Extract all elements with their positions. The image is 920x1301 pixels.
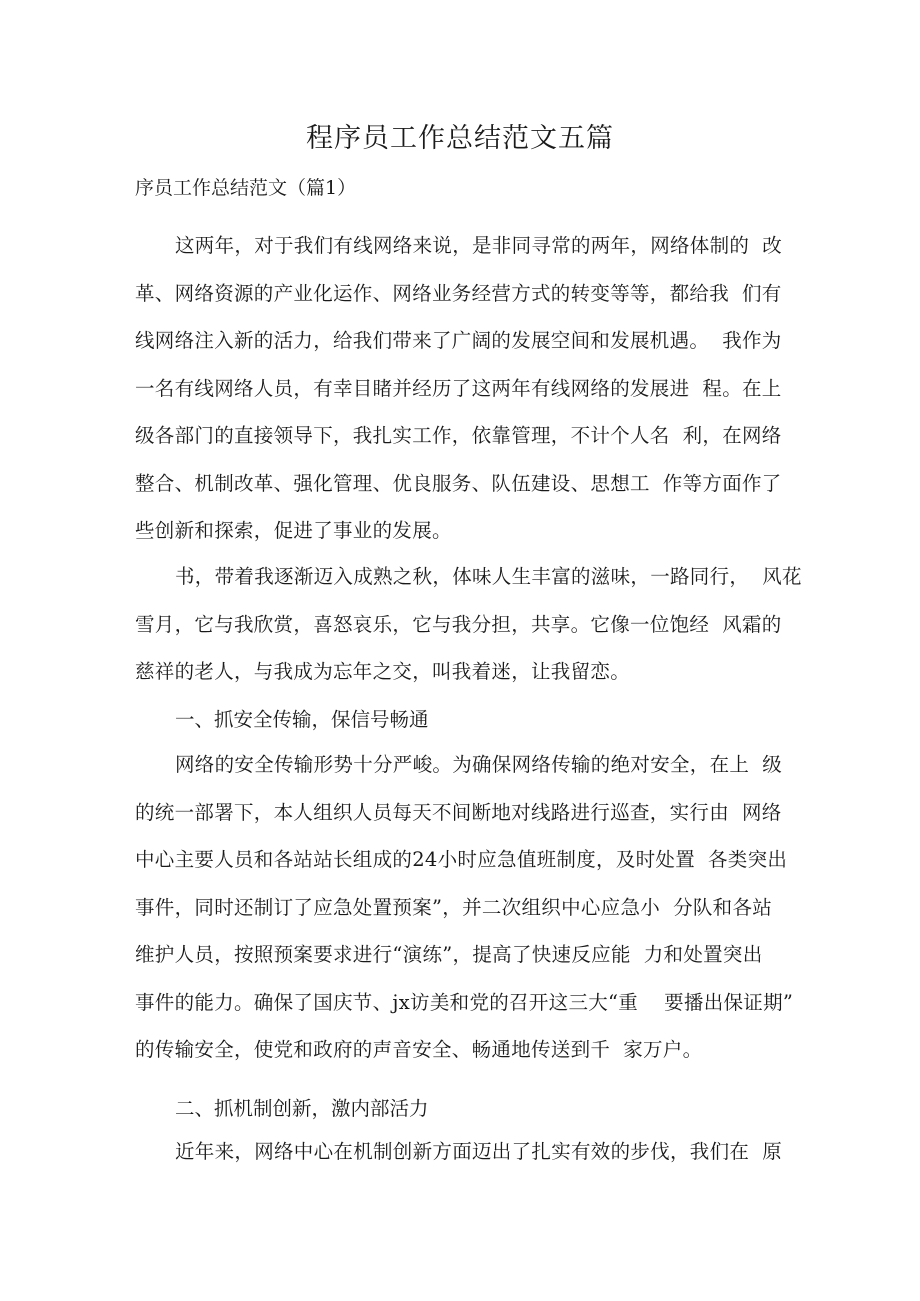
text-line: 事件，同时还制订了应急处置预案”，并二次组织中心应急小 分队和各站 [135, 895, 773, 919]
section-heading-2: 二、抓机制创新，激内部活力 [175, 1097, 429, 1120]
text-line: 近年来，网络中心在机制创新方面迈出了扎实有效的步伐，我们在 原 [175, 1140, 782, 1163]
text-line: 雪月，它与我欣赏，喜怒哀乐，它与我分担，共享。它像一位饱经 风霜的 [135, 612, 782, 636]
text-line: 的传输安全，使党和政府的声音安全、畅通地传送到千 家万户。 [135, 1038, 703, 1061]
section-heading-1: 一、抓安全传输，保信号畅通 [175, 708, 429, 731]
text-line: 慈祥的老人，与我成为忘年之交，叫我着迷，让我留恋。 [135, 660, 631, 683]
text-line: 些创新和探索，促进了事业的发展。 [135, 519, 452, 542]
text-line: 维护人员，按照预案要求进行“演练”，提高了快速反应能 力和处置突出 [135, 943, 763, 966]
text-line: 的统一部署下，本人组织人员每天不间断地对线路进行巡查，实行由 网络 [135, 800, 782, 824]
article-heading: 序员工作总结范文（篇1） [135, 177, 357, 199]
document-title: 程序员工作总结范文五篇 [306, 123, 614, 154]
paragraph-book [135, 553, 802, 696]
text-line: 线网络注入新的活力，给我们带来了广阔的发展空间和发展机遇。 我作为 [135, 329, 782, 352]
text-line: 革、网络资源的产业化运作、网络业务经营方式的转变等等，都给我 们有 [135, 281, 782, 305]
paragraph-intro [135, 222, 795, 555]
paragraph-security [135, 741, 795, 1074]
text-line: 中心主要人员和各站站长组成的24小时应急值班制度，及时处置 各类突出 [135, 848, 788, 871]
text-line: 这两年，对于我们有线网络来说，是非同寻常的两年，网络体制的 改 [175, 234, 782, 257]
text-line: 一名有线网络人员，有幸目睹并经历了这两年有线网络的发展进 程。在上 [135, 376, 782, 400]
text-line: 整合、机制改革、强化管理、优良服务、队伍建设、思想工 作等方面作了 [135, 471, 782, 495]
text-line: 网络的安全传输形势十分严峻。为确保网络传输的绝对安全，在上 级 [175, 753, 782, 776]
text-line: 级各部门的直接领导下，我扎实工作，依靠管理，不计个人名 利，在网络 [135, 424, 782, 447]
text-line: 书，带着我逐渐迈入成熟之秋，体味人生丰富的滋味，一路同行， 风花 [175, 565, 802, 588]
text-line: 事件的能力。确保了国庆节、jx访美和党的召开这三大“重 要播出保证期” [135, 990, 794, 1014]
paragraph-mechanism [135, 1128, 795, 1176]
